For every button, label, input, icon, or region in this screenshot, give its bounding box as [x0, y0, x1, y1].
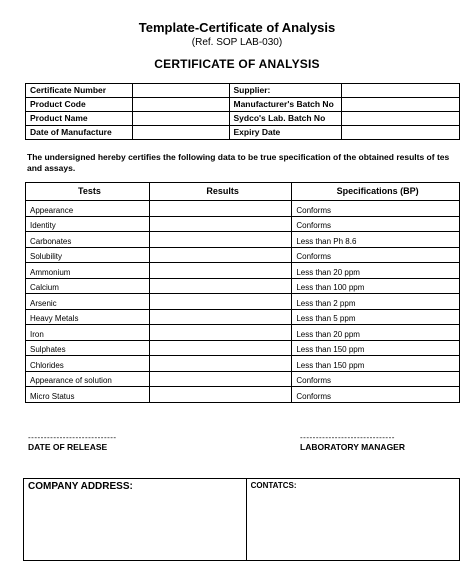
- info-row: [26, 98, 460, 112]
- specification-cell: Conforms: [292, 371, 460, 387]
- test-name-cell: Appearance of solution: [26, 371, 150, 387]
- result-cell[interactable]: [149, 387, 292, 403]
- info-row: [26, 126, 460, 140]
- specification-cell: Conforms: [292, 387, 460, 403]
- test-name-cell: Sulphates: [26, 340, 150, 356]
- document-title: Template-Certificate of Analysis: [138, 20, 336, 35]
- table-row: [26, 232, 460, 248]
- column-header: Tests: [26, 183, 150, 201]
- statement-line: The undersigned hereby certifies the following data to be true specification of the obtained results of tes: [27, 152, 450, 162]
- info-label: Product Code: [26, 98, 133, 112]
- test-name-cell: Solubility: [26, 247, 150, 263]
- test-name-cell: Heavy Metals: [26, 309, 150, 325]
- info-value[interactable]: [342, 112, 460, 126]
- table-row: [26, 294, 460, 310]
- specification-cell: Conforms: [292, 247, 460, 263]
- result-cell[interactable]: [149, 216, 292, 232]
- test-name-cell: Ammonium: [26, 263, 150, 279]
- info-value[interactable]: [132, 84, 229, 98]
- test-name-cell: Calcium: [26, 278, 150, 294]
- address-contacts-box: [23, 478, 460, 561]
- info-label: Product Name: [26, 112, 133, 126]
- table-row: [26, 371, 460, 387]
- test-name-cell: Chlorides: [26, 356, 150, 372]
- date-of-release-label: DATE OF RELEASE: [28, 442, 108, 452]
- specification-cell: Conforms: [292, 201, 460, 217]
- table-row: [26, 340, 460, 356]
- result-cell[interactable]: [149, 371, 292, 387]
- contacts-label: CONTATCS:: [250, 481, 297, 490]
- table-row: [26, 278, 460, 294]
- column-header: Results: [149, 183, 292, 201]
- specification-cell: Less than 5 ppm: [292, 309, 460, 325]
- info-label: Manufacturer's Batch No: [229, 98, 342, 112]
- result-cell[interactable]: [149, 309, 292, 325]
- info-value[interactable]: [132, 98, 229, 112]
- company-address-label: COMPANY ADDRESS:: [28, 481, 133, 492]
- result-cell[interactable]: [149, 294, 292, 310]
- result-cell[interactable]: [149, 232, 292, 248]
- certificate-heading: CERTIFICATE OF ANALYSIS: [154, 57, 320, 71]
- info-label: Supplier:: [229, 84, 342, 98]
- table-row: [26, 356, 460, 372]
- table-row: [26, 309, 460, 325]
- test-name-cell: Appearance: [26, 201, 150, 217]
- specification-cell: Less than Ph 8.6: [292, 232, 460, 248]
- statement-line: and assays.: [27, 163, 76, 173]
- info-label: Date of Manufacture: [26, 126, 133, 140]
- company-address-cell: [24, 479, 247, 561]
- specification-cell: Less than 100 ppm: [292, 278, 460, 294]
- test-results-table: [25, 182, 460, 403]
- table-row: [26, 325, 460, 341]
- contacts-cell: [246, 479, 459, 561]
- release-signature-line: ----------------------------: [28, 433, 117, 442]
- document-reference: (Ref. SOP LAB-030): [191, 37, 283, 48]
- info-value[interactable]: [132, 112, 229, 126]
- info-label: Expiry Date: [229, 126, 342, 140]
- column-header: Specifications (BP): [292, 183, 460, 201]
- test-name-cell: Micro Status: [26, 387, 150, 403]
- info-value[interactable]: [132, 126, 229, 140]
- specification-cell: Less than 20 ppm: [292, 263, 460, 279]
- result-cell[interactable]: [149, 263, 292, 279]
- result-cell[interactable]: [149, 325, 292, 341]
- info-value[interactable]: [342, 98, 460, 112]
- result-cell[interactable]: [149, 201, 292, 217]
- result-cell[interactable]: [149, 356, 292, 372]
- info-value[interactable]: [342, 84, 460, 98]
- result-cell[interactable]: [149, 247, 292, 263]
- test-name-cell: Carbonates: [26, 232, 150, 248]
- info-value[interactable]: [342, 126, 460, 140]
- specification-cell: Less than 2 ppm: [292, 294, 460, 310]
- tests-header-row: [26, 183, 460, 201]
- info-label: Certificate Number: [26, 84, 133, 98]
- specification-cell: Conforms: [292, 216, 460, 232]
- table-row: [26, 216, 460, 232]
- product-info-table: [25, 83, 460, 140]
- table-row: [26, 247, 460, 263]
- info-label: Sydco's Lab. Batch No: [229, 112, 342, 126]
- test-name-cell: Arsenic: [26, 294, 150, 310]
- table-row: [26, 201, 460, 217]
- specification-cell: Less than 150 ppm: [292, 356, 460, 372]
- specification-cell: Less than 20 ppm: [292, 325, 460, 341]
- certification-statement: [27, 152, 455, 174]
- laboratory-manager-label: LABORATORY MANAGER: [300, 442, 405, 452]
- info-row: [26, 84, 460, 98]
- table-row: [26, 263, 460, 279]
- result-cell[interactable]: [149, 340, 292, 356]
- table-row: [26, 387, 460, 403]
- info-row: [26, 112, 460, 126]
- test-name-cell: Iron: [26, 325, 150, 341]
- test-name-cell: Identity: [26, 216, 150, 232]
- manager-signature-line: ------------------------------: [300, 433, 395, 442]
- result-cell[interactable]: [149, 278, 292, 294]
- specification-cell: Less than 150 ppm: [292, 340, 460, 356]
